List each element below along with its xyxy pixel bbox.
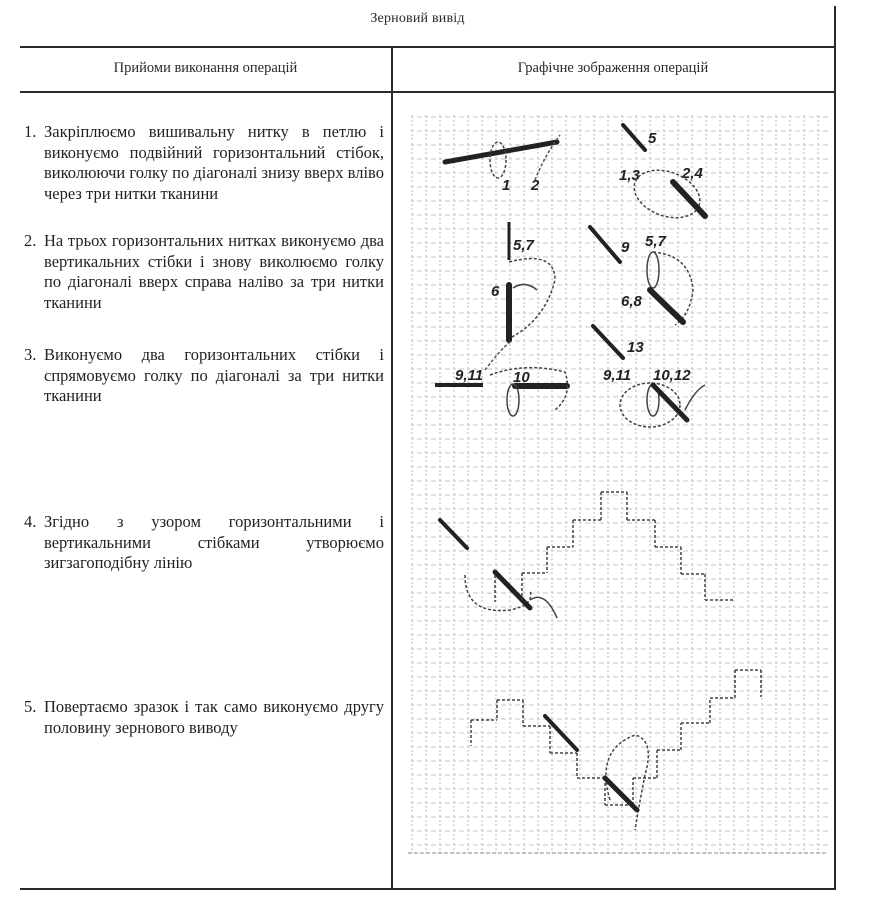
point-label: 5,7 (645, 233, 666, 250)
table-title: Зерновий вивід (370, 11, 465, 26)
step-number: 4. (24, 512, 37, 531)
header-divider (20, 91, 836, 93)
column-header-graphics: Графічне зображення операцій (517, 60, 709, 76)
column-header-techniques: Прийоми виконання операцій (113, 60, 298, 76)
point-label: 2,4 (682, 165, 703, 182)
table-right-border (834, 6, 836, 890)
step-text: На трьох горизонтальних нитках виконуємо два вертикальних стібки і знову виколюємо голку по діагоналі вверх справа наліво за три нитки тканини (44, 231, 384, 312)
point-label: 13 (627, 339, 644, 356)
point-label: 10 (513, 369, 530, 386)
point-label: 5 (648, 130, 657, 147)
stitch-diagram (405, 110, 833, 858)
point-label: 2 (531, 177, 540, 194)
step-5 (24, 697, 384, 738)
point-label: 1,3 (619, 167, 640, 184)
step-text: Згідно з узором горизонтальними і вертикальними стібками утворюємо зигзагоподібну лінію (44, 512, 384, 572)
step-text: Виконуємо два горизонтальних стібки і спрямовуємо голку по діагоналі за три нитки тканини (44, 345, 384, 405)
step-2 (24, 231, 384, 313)
step-number: 1. (24, 122, 37, 141)
point-label: 9,11 (603, 367, 632, 384)
table-bottom-border (20, 888, 836, 890)
step-text: Повертаємо зразок і так само виконуємо другу половину зернового виводу (44, 697, 384, 737)
step-1 (24, 122, 384, 204)
step-text: Закріплюємо вишивальну нитку в петлю і виконуємо подвійний горизонтальний стібок, виколюючи голку по діагоналі знизу вверх вліво через три нитки тканини (44, 122, 384, 203)
step-number: 3. (24, 345, 37, 364)
step-number: 2. (24, 231, 37, 250)
point-label: 10,12 (653, 367, 691, 384)
point-label: 9 (621, 239, 630, 256)
point-label: 1 (502, 177, 511, 194)
column-divider (391, 46, 393, 890)
point-label: 6 (491, 283, 500, 300)
step-3 (24, 345, 384, 407)
point-label: 5,7 (513, 237, 534, 254)
step-number: 5. (24, 697, 37, 716)
point-label: 6,8 (621, 293, 642, 310)
step-4 (24, 512, 384, 574)
point-label: 9,11 (455, 367, 484, 384)
title-divider (20, 46, 836, 48)
